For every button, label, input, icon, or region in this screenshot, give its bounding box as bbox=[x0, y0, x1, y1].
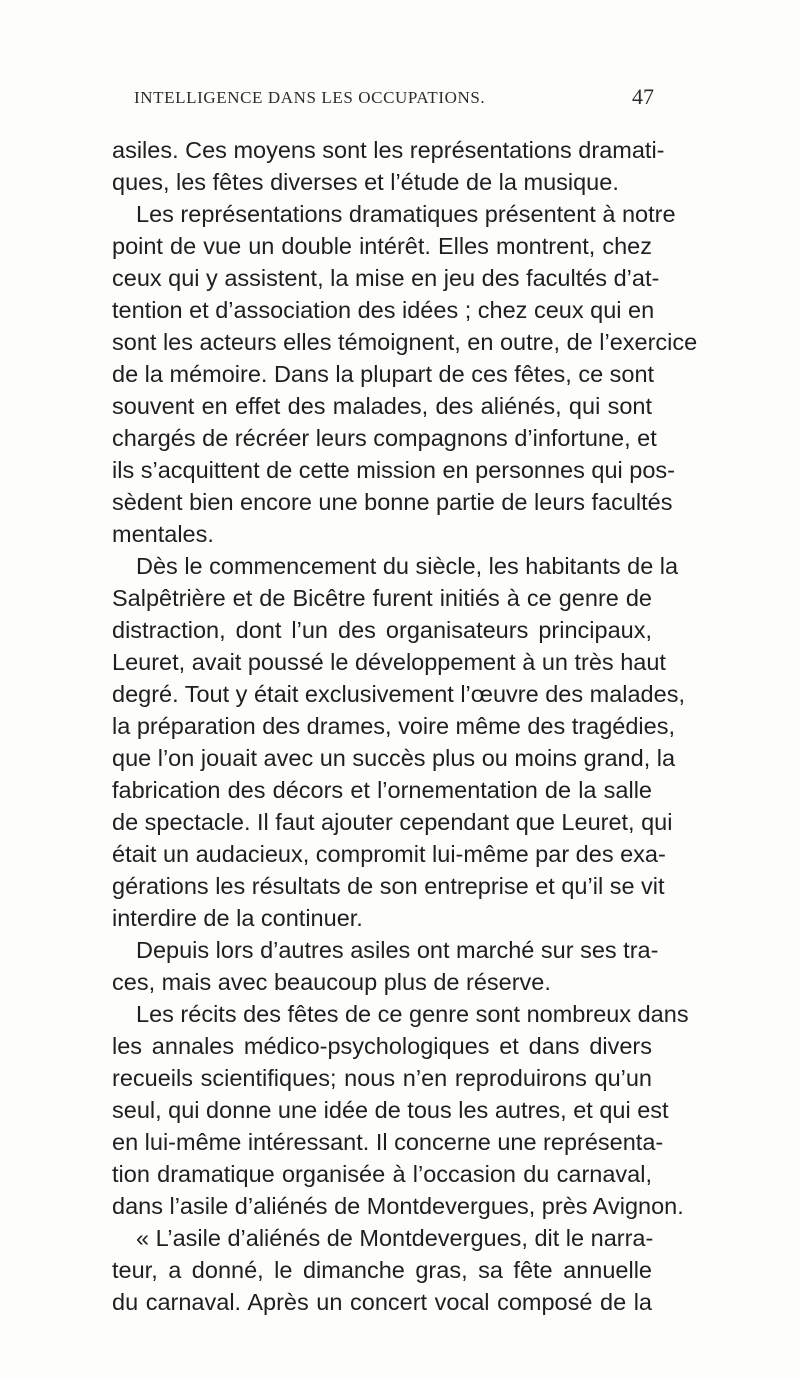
page-header bbox=[134, 84, 654, 118]
text-line: en lui-même intéressant. Il concerne une représenta- bbox=[112, 1129, 664, 1155]
running-head: INTELLIGENCE DANS LES OCCUPATIONS. bbox=[134, 88, 486, 107]
text-line: ques, les fêtes diverses et l’étude de la musique. bbox=[112, 169, 619, 195]
text-line: Leuret, avait poussé le développement à un très haut bbox=[112, 649, 666, 675]
text-line: Dès le commencement du siècle, les habitants de la bbox=[136, 553, 679, 579]
text-line: point de vue un double intérêt. Elles montrent, chez bbox=[112, 233, 652, 259]
text-line: les annales médico-psychologiques et dans divers bbox=[112, 1033, 652, 1059]
text-line: distraction, dont l’un des organisateurs principaux, bbox=[112, 617, 652, 643]
text-line: Les représentations dramatiques présentent à notre bbox=[136, 201, 676, 227]
text-line: que l’on jouait avec un succès plus ou moins grand, la bbox=[112, 745, 676, 771]
text-line: interdire de la continuer. bbox=[112, 905, 363, 931]
text-line: seul, qui donne une idée de tous les autres, et qui est bbox=[112, 1097, 669, 1123]
text-line: Les récits des fêtes de ce genre sont nombreux dans bbox=[136, 1001, 689, 1027]
text-line: de spectacle. Il faut ajouter cependant que Leuret, qui bbox=[112, 809, 673, 835]
text-line: souvent en effet des malades, des aliénés, qui sont bbox=[112, 393, 652, 419]
text-line: « L’asile d’aliénés de Montdevergues, dit le narra- bbox=[136, 1225, 654, 1251]
text-line: fabrication des décors et l’ornementation de la salle bbox=[112, 777, 652, 803]
text-line: ils s’acquittent de cette mission en personnes qui pos- bbox=[112, 457, 676, 483]
text-line: du carnaval. Après un concert vocal composé de la bbox=[112, 1289, 652, 1315]
text-line: asiles. Ces moyens sont les représentations dramati- bbox=[112, 137, 665, 163]
text-line: sont les acteurs elles témoignent, en outre, de l’exercice bbox=[112, 329, 698, 355]
text-line: chargés de récréer leurs compagnons d’infortune, et bbox=[112, 425, 657, 451]
text-line: degré. Tout y était exclusivement l’œuvre des malades, bbox=[112, 681, 685, 707]
page-number: 47 bbox=[632, 84, 654, 109]
text-line: tention et d’association des idées ; chez ceux qui en bbox=[112, 297, 655, 323]
text-line: gérations les résultats de son entreprise et qu’il se vit bbox=[112, 873, 665, 899]
text-line: ceux qui y assistent, la mise en jeu des facultés d’at- bbox=[112, 265, 660, 291]
text-line: Depuis lors d’autres asiles ont marché sur ses tra- bbox=[136, 937, 659, 963]
text-line: sèdent bien encore une bonne partie de leurs facultés bbox=[112, 489, 673, 515]
text-line: la préparation des drames, voire même des tragédies, bbox=[112, 713, 675, 739]
text-line: Salpêtrière et de Bicêtre furent initiés à ce genre de bbox=[112, 585, 652, 611]
text-line: de la mémoire. Dans la plupart de ces fêtes, ce sont bbox=[112, 361, 655, 387]
text-line: recueils scientifiques; nous n’en reproduirons qu’un bbox=[112, 1065, 652, 1091]
text-line: tion dramatique organisée à l’occasion du carnaval, bbox=[112, 1161, 652, 1187]
text-line: teur, a donné, le dimanche gras, sa fête annuelle bbox=[112, 1257, 652, 1283]
body-text bbox=[112, 134, 698, 1318]
text-line: ces, mais avec beaucoup plus de réserve. bbox=[112, 969, 551, 995]
text-line: mentales. bbox=[112, 521, 214, 547]
text-line: était un audacieux, compromit lui-même par des exa- bbox=[112, 841, 666, 867]
text-line: dans l’asile d’aliénés de Montdevergues, près Avignon. bbox=[112, 1193, 684, 1219]
